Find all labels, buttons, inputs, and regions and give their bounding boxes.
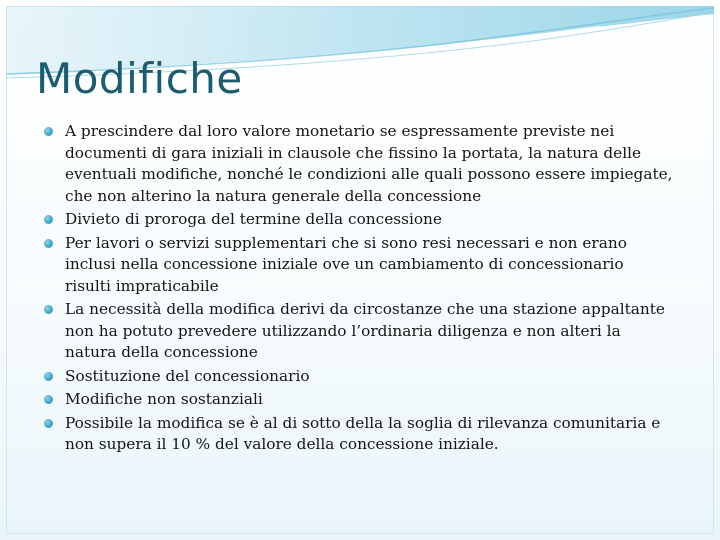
bullet-icon bbox=[44, 395, 53, 404]
bullet-icon bbox=[44, 127, 53, 136]
list-item bbox=[44, 389, 674, 411]
list-item bbox=[44, 121, 674, 207]
bullet-text: Sostituzione del concessionario bbox=[65, 366, 310, 385]
bullet-text: Modifiche non sostanziali bbox=[65, 390, 263, 408]
bullet-text: A prescindere dal loro valore monetario se espressamente previste nei documenti di gara iniziali in clausole che fissino la portata, la natura delle eventuali modifiche, nonché le condizioni alle quali possono essere impiegate, che non alterino la natura generale della concessione bbox=[65, 122, 673, 205]
list-item bbox=[44, 233, 674, 298]
bullet-text: Per lavori o servizi supplementari che si sono resi necessari e non erano inclusi nella concessione iniziale ove un cambiamento di concessionario risulti impraticabile bbox=[65, 233, 627, 295]
list-item bbox=[44, 209, 674, 231]
bullet-text: La necessità della modifica derivi da circostanze che una stazione appaltante non ha potuto prevedere utilizzando l’ordinaria diligenza e non alteri la natura della concessione bbox=[65, 300, 665, 361]
slide-title: Modifiche bbox=[36, 54, 243, 103]
list-item bbox=[44, 299, 674, 364]
bullet-icon bbox=[44, 372, 53, 381]
list-item bbox=[44, 366, 674, 388]
bullet-list bbox=[44, 121, 674, 458]
list-item bbox=[44, 413, 674, 456]
bullet-icon bbox=[44, 419, 53, 428]
bullet-text: Divieto di proroga del termine della concessione bbox=[65, 210, 442, 228]
bullet-icon bbox=[44, 239, 53, 248]
bullet-icon bbox=[44, 215, 53, 224]
bullet-icon bbox=[44, 305, 53, 314]
bullet-text: Possibile la modifica se è al di sotto della la soglia di rilevanza comunitaria e non supera il 10 % del valore della concessione iniziale. bbox=[65, 413, 661, 453]
